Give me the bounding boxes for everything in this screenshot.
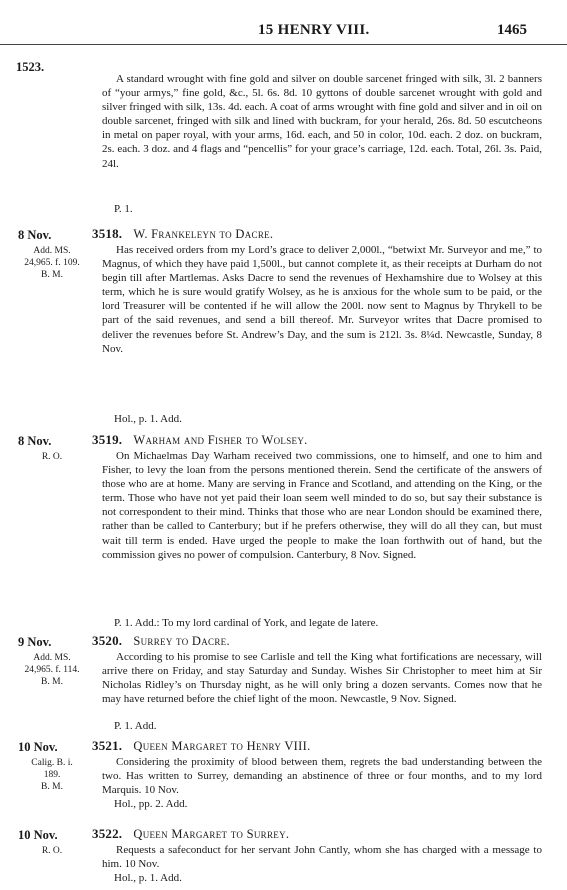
entry-footnote: Hol., p. 1. Add.: [114, 872, 182, 884]
entry-title: W. Frankeleyn to Dacre.: [133, 227, 274, 241]
entry-number: 3519.: [92, 432, 123, 447]
source-line: R. O.: [41, 452, 63, 462]
entry-date: 8 Nov.: [18, 228, 52, 242]
entry-body: [102, 650, 542, 706]
source-line: 24,965. f. 114.: [24, 665, 80, 675]
entry-date: 10 Nov.: [18, 740, 58, 754]
entry-body: [102, 755, 542, 797]
entry-body: [102, 843, 542, 871]
entry-heading: [92, 432, 308, 448]
entry-number: 3520.: [92, 633, 123, 648]
entry-body: [102, 449, 542, 562]
source-line: B. M.: [41, 782, 63, 792]
entry-footnote: P. 1. Add.: [114, 720, 157, 732]
entry-footnote: Hol., pp. 2. Add.: [114, 798, 188, 810]
entry-number: 3522.: [92, 826, 123, 841]
entry-title: Queen Margaret to Surrey.: [133, 827, 290, 841]
entry-heading: [92, 826, 289, 842]
entry-text: On Michaelmas Day Warham received two commissions, one to himself, and one to him and Fisher, to levy the loan from the persons mentioned therein. Send the certificate of the answers of those who are at home. Many are serving in France and Scotland, and attending on the King, or the term. Those who have not yet paid their loan seem well minded to do so, but say their substance is not correspondent to their mind. Thinks that those who are near London should be examined there, rather than be called to Canterbury; but if he prefers otherwise, they will do all they can, but must wait till term is ended. Have urged the people to make the loan forthwith out of hand, but the commission gives no power of compulsion. Canterbury, 8 Nov. Signed.: [102, 450, 542, 561]
entry-date: 10 Nov.: [18, 828, 58, 842]
page-header: [0, 16, 567, 45]
source-line: Add. MS.: [33, 246, 71, 256]
source-line: Calig. B. i.: [31, 758, 73, 768]
entry-heading: [92, 738, 311, 754]
entry-footnote: Hol., p. 1. Add.: [114, 413, 182, 425]
running-head: 15 HENRY VIII.: [258, 22, 370, 38]
entry-title: Warham and Fisher to Wolsey.: [133, 433, 308, 447]
source-line: 189.: [43, 770, 61, 780]
entry-date: 8 Nov.: [18, 434, 52, 448]
entry-text: Has received orders from my Lord’s grace to deliver 2,000l., “betwixt Mr. Surveyor and me,” to Magnus, of which they have paid 1,500l., but cannot complete it, as their receipts at Durham do not begin till after Martlemas. Asks Dacre to send the revenues of Hexhamshire due to Wolsey at this term, which he is sure would gratify Wolsey, as he is anxious for the whole sum to be paid, or the lord Treasurer will be contented if he will allow the 200l. now sent to Magnus by Thrykell to be part of the said revenues, and send a bill thereof. Mr. Surveyor writes that Dacre promised to deliver the revenues before St. Andrew’s Day, and the sum is 212l. 3s. 8¼d. Newcastle, Sunday, 8 Nov.: [102, 244, 542, 355]
entry-source: [14, 652, 90, 688]
entry-body: [102, 243, 542, 356]
source-line: 24,965. f. 109.: [24, 258, 80, 268]
entry-source: [14, 245, 90, 281]
entry-footnote: P. 1. Add.: To my lord cardinal of York, and legate de latere.: [114, 617, 379, 629]
page-number: 1465: [497, 22, 527, 38]
entry-text: A standard wrought with fine gold and silver on double sarcenet fringed with silk, 3l. 2 banners of “your armys,” fine gold, &c., 5l. 6s. 8d. 10 gyttons of double sarcenet wrought with gold and silver fringed with silk, 13s. 4d. each. A coat of arms wrought with fine gold and silver and in oil on double sarcenet, fringed with silk and lined with buckram, for your herald, 26s. 8d. 50 escutcheons in metal on paper royal, with your arms, 16d. each, and 50 in color, 10d. each. 2 doz. on buckram, 2s. each. 3 doz. and 4 flags and “pencellis” for your grace’s carriage, 12d. each. Total, 26l. 3s. Paid, 24l.: [102, 73, 542, 170]
entry-text: According to his promise to see Carlisle and tell the King what fortifications are necessary, will arrive there on Friday, and stay Saturday and Sunday. Wishes Sir Christopher to meet him at Sir Nicholas Ridley’s on Thursday night, as he will only bring a dozen servants. Comes now that he may have returned before the chief light of the moon. Newcastle, 9 Nov. Signed.: [102, 651, 542, 706]
entry-date: 9 Nov.: [18, 635, 52, 649]
source-line: B. M.: [41, 270, 63, 280]
entry-heading: [92, 633, 230, 649]
entry-source: [14, 757, 90, 793]
entry-source: [14, 451, 90, 463]
source-line: R. O.: [41, 846, 63, 856]
entry-title: Queen Margaret to Henry VIII.: [133, 739, 311, 753]
entry-text: Requests a safeconduct for her servant John Cantly, whom she has charged with a message to him. 10 Nov.: [102, 844, 542, 871]
entry-number: 3518.: [92, 226, 123, 241]
entry-heading: [92, 226, 273, 242]
entry-number: 3521.: [92, 738, 123, 753]
entry-title: Surrey to Dacre.: [133, 634, 230, 648]
source-line: Add. MS.: [33, 653, 71, 663]
entry-source: [14, 845, 90, 857]
source-line: B. M.: [41, 677, 63, 687]
entry-text: Considering the proximity of blood between them, regrets the bad understanding between the two. Has written to Surrey, demanding an abstinence of three or four months, and to my lord Marquis. 10 Nov.: [102, 756, 542, 797]
entry-footnote: P. 1.: [114, 203, 133, 215]
entry-body: [102, 72, 542, 171]
year-label: 1523.: [16, 60, 45, 74]
